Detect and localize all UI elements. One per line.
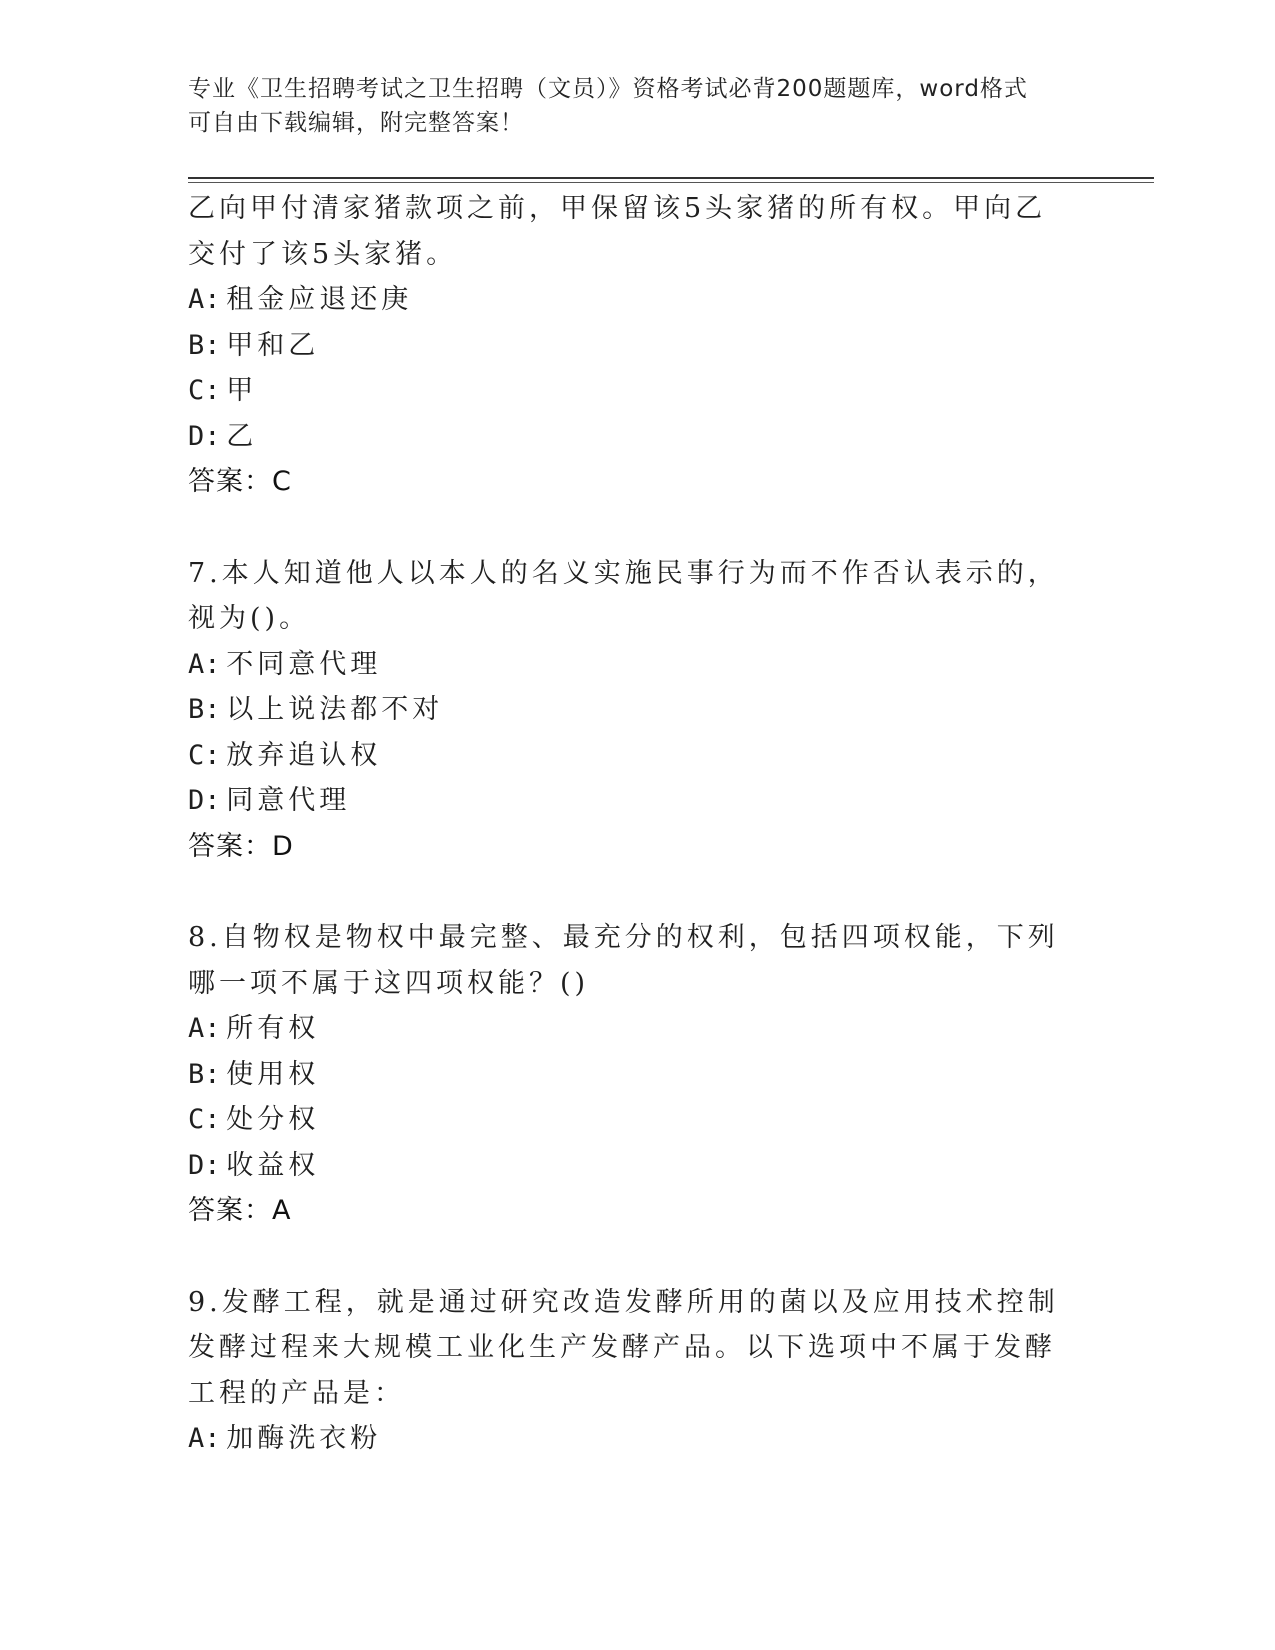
- option-b: [188, 323, 1068, 369]
- option-separator: :: [204, 1104, 221, 1135]
- option-b: [188, 687, 1068, 733]
- option-separator: :: [204, 648, 221, 680]
- option-key: D: [188, 420, 205, 452]
- question-9: [188, 1280, 1068, 1462]
- option-text: 处分权: [226, 1104, 320, 1135]
- option-d: [188, 414, 1068, 460]
- option-c: [188, 733, 1068, 779]
- document-body: [188, 186, 1068, 1462]
- spacer: [188, 1234, 1068, 1280]
- option-text: 所有权: [226, 1013, 320, 1044]
- option-key: C: [188, 375, 205, 406]
- header-rule-thin: [188, 182, 1154, 183]
- question-stem: 8.自物权是物权中最完整、最充分的权利，包括四项权能，下列哪一项不属于这四项权能？(): [188, 922, 1059, 999]
- option-text: 加酶洗衣粉: [226, 1423, 382, 1454]
- option-key: A: [188, 1013, 205, 1044]
- document-header: [188, 72, 1088, 140]
- header-line-2: 可自由下载编辑，附完整答案！: [188, 110, 524, 136]
- question-stem: 乙向甲付清家猪款项之前，甲保留该5头家猪的所有权。甲向乙交付了该5头家猪。: [188, 193, 1047, 270]
- question-6: [188, 186, 1068, 505]
- option-key: B: [188, 694, 205, 725]
- option-d: [188, 778, 1068, 824]
- option-text: 使用权: [226, 1058, 320, 1090]
- spacer: [188, 505, 1068, 551]
- option-separator: :: [204, 694, 221, 725]
- question-7: [188, 551, 1068, 870]
- header-line-1: 专业《卫生招聘考试之卫生招聘（文员）》资格考试必背200题题库，word格式: [188, 76, 1028, 102]
- option-text: 乙: [226, 420, 258, 452]
- question-stem: 7.本人知道他人以本人的名义实施民事行为而不作否认表示的，视为()。: [188, 557, 1059, 634]
- option-key: D: [188, 785, 205, 816]
- option-b: [188, 1052, 1068, 1098]
- option-text: 同意代理: [226, 785, 351, 816]
- question-stem: 9.发酵工程，就是通过研究改造发酵所用的菌以及应用技术控制发酵过程来大规模工业化生产发酵产品。以下选项中不属于发酵工程的产品是：: [188, 1286, 1059, 1409]
- option-text: 甲和乙: [226, 329, 320, 361]
- option-a: [188, 1006, 1068, 1052]
- option-text: 放弃追认权: [226, 739, 382, 771]
- option-key: A: [188, 1423, 205, 1454]
- option-separator: :: [204, 420, 221, 452]
- option-separator: :: [204, 739, 221, 771]
- option-separator: :: [204, 329, 221, 361]
- option-separator: :: [204, 1423, 221, 1454]
- option-separator: :: [204, 1149, 221, 1181]
- answer-line: 答案：D: [188, 830, 294, 862]
- option-text: 不同意代理: [226, 648, 382, 680]
- option-key: A: [188, 284, 205, 315]
- option-text: 甲: [226, 375, 258, 406]
- option-d: [188, 1143, 1068, 1189]
- option-key: C: [188, 1104, 205, 1135]
- option-a: [188, 277, 1068, 323]
- option-c: [188, 1097, 1068, 1143]
- option-a: [188, 642, 1068, 688]
- option-key: D: [188, 1149, 205, 1181]
- option-separator: :: [204, 284, 221, 315]
- option-c: [188, 368, 1068, 414]
- option-text: 租金应退还庚: [226, 284, 413, 315]
- option-separator: :: [204, 375, 221, 406]
- option-key: B: [188, 329, 205, 361]
- answer-line: 答案：A: [188, 1195, 292, 1226]
- spacer: [188, 869, 1068, 915]
- option-key: C: [188, 739, 205, 771]
- option-text: 收益权: [226, 1149, 320, 1181]
- header-rule-thick: [188, 177, 1154, 179]
- answer-line: 答案：C: [188, 466, 292, 497]
- option-key: A: [188, 648, 205, 680]
- option-separator: :: [204, 1013, 221, 1044]
- option-separator: :: [204, 1058, 221, 1090]
- question-8: [188, 915, 1068, 1234]
- option-text: 以上说法都不对: [226, 694, 444, 725]
- option-a: [188, 1416, 1068, 1462]
- option-separator: :: [204, 785, 221, 816]
- option-key: B: [188, 1058, 205, 1090]
